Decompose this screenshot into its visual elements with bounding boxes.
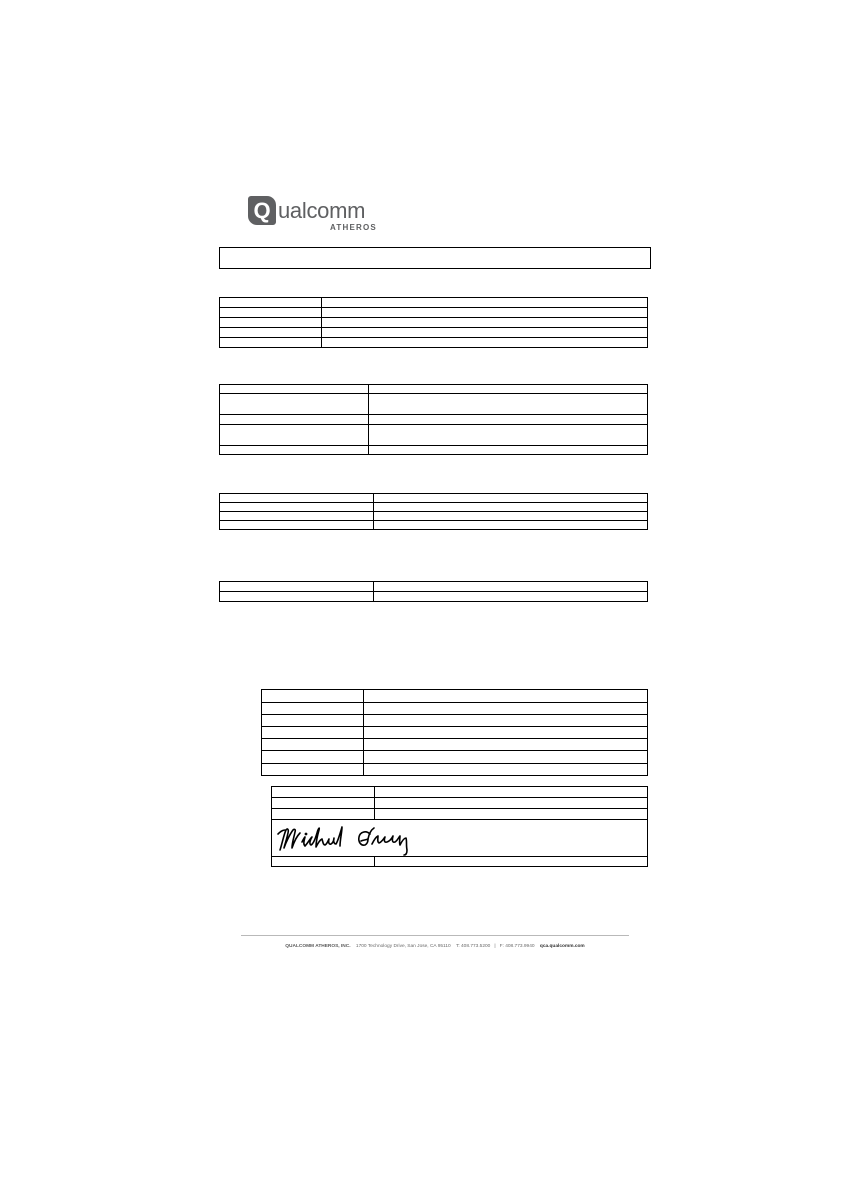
value-cell xyxy=(375,809,648,820)
label-cell xyxy=(220,446,369,455)
table-row xyxy=(262,727,648,739)
value-cell xyxy=(369,385,648,394)
table-row xyxy=(220,338,648,348)
label-cell xyxy=(220,425,369,446)
table-row xyxy=(220,385,648,394)
value-cell xyxy=(322,298,648,308)
table-row xyxy=(262,690,648,703)
table-row xyxy=(220,494,648,503)
qualcomm-atheros-logo xyxy=(248,196,377,236)
table-row xyxy=(272,798,648,809)
value-cell xyxy=(375,798,648,809)
label-cell xyxy=(220,318,322,328)
label-cell xyxy=(272,809,375,820)
label-cell xyxy=(262,764,364,776)
table-row xyxy=(220,328,648,338)
label-cell xyxy=(220,385,369,394)
label-cell xyxy=(262,715,364,727)
label-cell xyxy=(272,798,375,809)
label-cell xyxy=(272,857,375,867)
label-cell xyxy=(220,298,322,308)
table-row xyxy=(220,425,648,446)
footer-separator: | xyxy=(494,944,496,949)
table-row xyxy=(262,739,648,751)
table-row xyxy=(220,415,648,425)
signature-cell xyxy=(272,820,648,857)
value-cell xyxy=(375,787,648,798)
value-cell xyxy=(374,503,648,512)
table-row xyxy=(220,512,648,521)
table-row xyxy=(272,787,648,798)
handwritten-signature xyxy=(272,820,432,856)
table-row xyxy=(272,809,648,820)
label-cell xyxy=(220,394,369,415)
footer-website-link[interactable]: qca.qualcomm.com xyxy=(539,944,585,949)
info-table-2 xyxy=(219,384,648,455)
signature-table xyxy=(271,786,648,867)
label-cell xyxy=(220,582,374,592)
table-row xyxy=(220,592,648,602)
table-row xyxy=(262,764,648,776)
label-cell xyxy=(220,415,369,425)
table-row xyxy=(220,582,648,592)
value-cell xyxy=(364,739,648,751)
value-cell xyxy=(364,751,648,764)
value-cell xyxy=(375,857,648,867)
info-table-3 xyxy=(219,493,648,530)
document-title-box xyxy=(219,247,651,269)
label-cell xyxy=(220,338,322,348)
label-cell xyxy=(220,494,374,503)
value-cell xyxy=(374,494,648,503)
info-table-4 xyxy=(219,581,648,602)
value-cell xyxy=(374,592,648,602)
table-row xyxy=(220,394,648,415)
label-cell xyxy=(262,703,364,715)
footer-phone: T: 408.773.5200 xyxy=(455,944,491,949)
value-cell xyxy=(374,521,648,530)
signature-row xyxy=(272,820,648,857)
table-row xyxy=(220,446,648,455)
label-cell xyxy=(220,512,374,521)
value-cell xyxy=(322,318,648,328)
value-cell xyxy=(364,727,648,739)
value-cell xyxy=(369,446,648,455)
logo-wordmark: ualcomm xyxy=(278,198,366,223)
value-cell xyxy=(364,764,648,776)
value-cell xyxy=(322,338,648,348)
label-cell xyxy=(262,751,364,764)
value-cell xyxy=(369,415,648,425)
logo-q-mark: Q xyxy=(248,196,276,225)
table-row xyxy=(272,857,648,867)
value-cell xyxy=(374,512,648,521)
table-row xyxy=(262,715,648,727)
table-row xyxy=(220,521,648,530)
label-cell xyxy=(262,690,364,703)
footer-divider xyxy=(241,935,629,936)
table-row xyxy=(220,308,648,318)
label-cell xyxy=(220,308,322,318)
value-cell xyxy=(322,328,648,338)
info-table-1 xyxy=(219,297,648,348)
value-cell xyxy=(369,425,648,446)
value-cell xyxy=(364,690,648,703)
label-cell xyxy=(220,592,374,602)
footer-address: 1700 Technology Drive, San Jose, CA 95110 xyxy=(355,944,451,949)
table-row xyxy=(262,751,648,764)
value-cell xyxy=(322,308,648,318)
info-table-5 xyxy=(261,689,648,776)
label-cell xyxy=(262,739,364,751)
value-cell xyxy=(374,582,648,592)
value-cell xyxy=(369,394,648,415)
footer xyxy=(241,942,629,952)
logo-subbrand: ATHEROS xyxy=(330,223,377,232)
table-row xyxy=(220,298,648,308)
footer-fax: F: 408.773.9940 xyxy=(499,944,535,949)
value-cell xyxy=(364,715,648,727)
label-cell xyxy=(272,787,375,798)
table-row xyxy=(262,703,648,715)
label-cell xyxy=(262,727,364,739)
label-cell xyxy=(220,328,322,338)
table-row xyxy=(220,318,648,328)
label-cell xyxy=(220,503,374,512)
value-cell xyxy=(364,703,648,715)
label-cell xyxy=(220,521,374,530)
footer-company: QUALCOMM ATHEROS, INC. xyxy=(285,944,351,949)
table-row xyxy=(220,503,648,512)
